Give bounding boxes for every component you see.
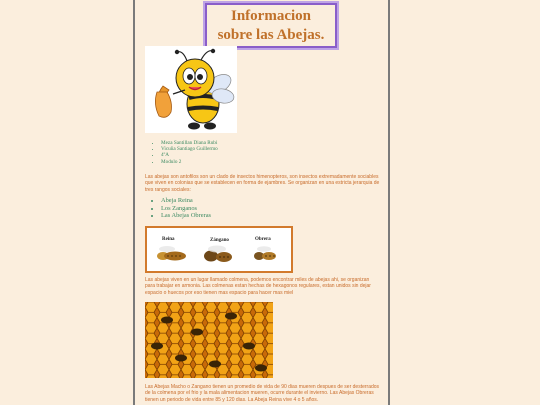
queen-bee-icon bbox=[157, 246, 186, 261]
cartoon-bee-image bbox=[145, 46, 237, 133]
hive-paragraph: Las abejas viven en un lugar llamado colmena, podemos encontrar miles de abejas ahi, se organizan para trabajar en armonia. Las colmenas estan hechas de hexagonos regulares, estan unidos sin dejar espacio o huecos por eso tienen mas espacio para hacer mas miel bbox=[145, 277, 371, 296]
lifespan-paragraph: Las Abejas Macho o Zangano tienen un promedio de vida de 90 dias mueren despues de ser desterrados de la colmena por el frio y la mala alimentacion mueren, ocurre durante el invierno. Las Abejas Obreras tienen un periodo de vida entre 85 y 120 dias. La Abeja Reina vive 4 o 5 años. bbox=[145, 384, 380, 403]
intro-paragraph: Las abejas son antofilos son un clado de insectos himenopteros, son insectos extremadamente sociables que viven en colonias que se establecen en forma de ejambres. Se organizan en una estricta jerarquia de tres rangos sociales: bbox=[145, 174, 380, 193]
title-line-2: sobre las Abejas. bbox=[217, 26, 325, 43]
list-item: • Vicuña Santiago Guillermo bbox=[161, 146, 218, 152]
list-item: • Las Abejas Obreras bbox=[161, 212, 211, 220]
list-item: • Los Zanganos bbox=[161, 205, 211, 213]
drone-bee-icon bbox=[204, 246, 232, 263]
honeycomb-bees-image bbox=[145, 302, 273, 378]
list-item: • Abeja Reina bbox=[161, 197, 211, 205]
title-line-1: Informacion bbox=[231, 7, 311, 24]
worker-bee-icon bbox=[254, 246, 276, 260]
author-list bbox=[147, 140, 218, 165]
list-item: • 4ºA bbox=[161, 152, 218, 158]
page-column bbox=[133, 0, 390, 405]
page-title bbox=[205, 3, 337, 48]
list-item: • Modulo 2 bbox=[161, 159, 218, 165]
bee-castes-image bbox=[145, 226, 293, 273]
caste-label-drone: Zángano bbox=[210, 238, 229, 243]
caste-label-queen: Reina bbox=[162, 237, 175, 242]
list-item: • Meza Santillan Diana Rubi bbox=[161, 140, 218, 146]
caste-list bbox=[147, 197, 211, 220]
caste-label-worker: Obrera bbox=[255, 237, 271, 242]
